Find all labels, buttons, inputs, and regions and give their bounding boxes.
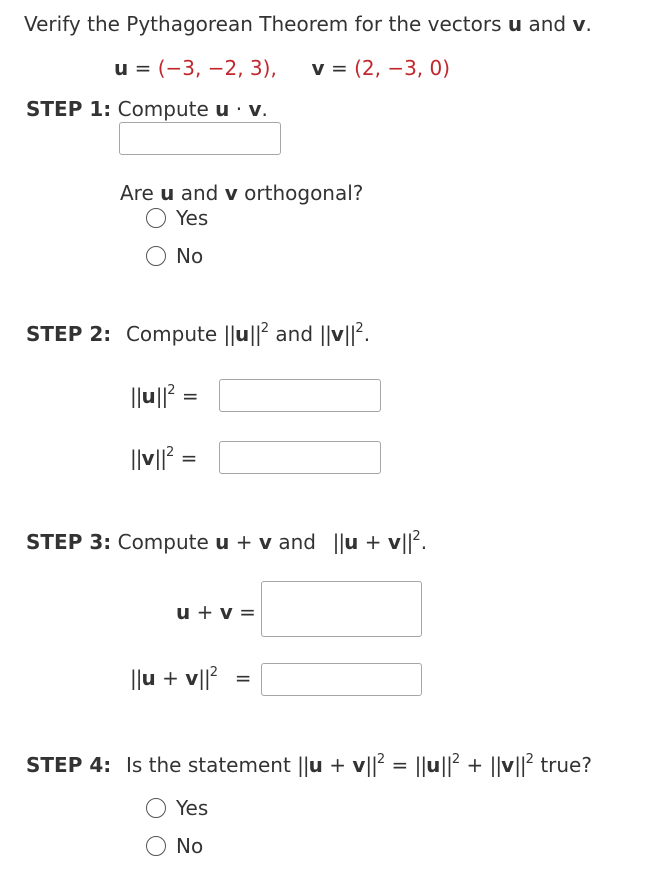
vector-v-name: v: [311, 56, 325, 80]
orthogonal-question: Are u and v orthogonal?: [120, 181, 364, 205]
sum-label: u + v =: [176, 600, 256, 624]
vector-u-value: (−3, −2, 3),: [157, 56, 277, 80]
vector-v-value: (2, −3, 0): [354, 56, 451, 80]
dot-product-input[interactable]: [119, 122, 281, 155]
step1-heading: STEP 1: Compute u · v.: [26, 97, 268, 121]
radio-circle-icon[interactable]: [146, 208, 166, 228]
u-norm-label: $||u||^2$ =: [130, 383, 199, 408]
vector-u-name: u: [114, 56, 129, 80]
step3-heading: STEP 3: Compute u + v and $||u + v||^2$.: [26, 529, 428, 554]
sum-vector-input[interactable]: [261, 581, 422, 637]
sum-norm-squared-input[interactable]: [261, 663, 422, 696]
orthogonal-no-option[interactable]: No: [146, 246, 203, 268]
u-norm-squared-input[interactable]: [219, 379, 381, 412]
step4-heading: STEP 4: Is the statement $||u + v||^2 = ||u||^2 + ||v||^2$ true?: [26, 752, 592, 777]
statement-yes-option[interactable]: Yes: [146, 798, 208, 820]
radio-circle-icon[interactable]: [146, 246, 166, 266]
radio-circle-icon[interactable]: [146, 836, 166, 856]
problem-statement: Verify the Pythagorean Theorem for the vectors u and v.: [24, 12, 592, 36]
vector-definitions: u = (−3, −2, 3), v = (2, −3, 0): [114, 56, 451, 80]
orthogonal-yes-option[interactable]: Yes: [146, 208, 208, 230]
radio-circle-icon[interactable]: [146, 798, 166, 818]
step2-heading: STEP 2: Compute $||u||^2$ and $||v||^2$.: [26, 321, 371, 346]
v-norm-label: $||v||^2$ =: [130, 445, 198, 470]
sum-norm-label: $||u + v||^2$ =: [130, 665, 252, 690]
statement-no-option[interactable]: No: [146, 836, 203, 858]
v-norm-squared-input[interactable]: [219, 441, 381, 474]
